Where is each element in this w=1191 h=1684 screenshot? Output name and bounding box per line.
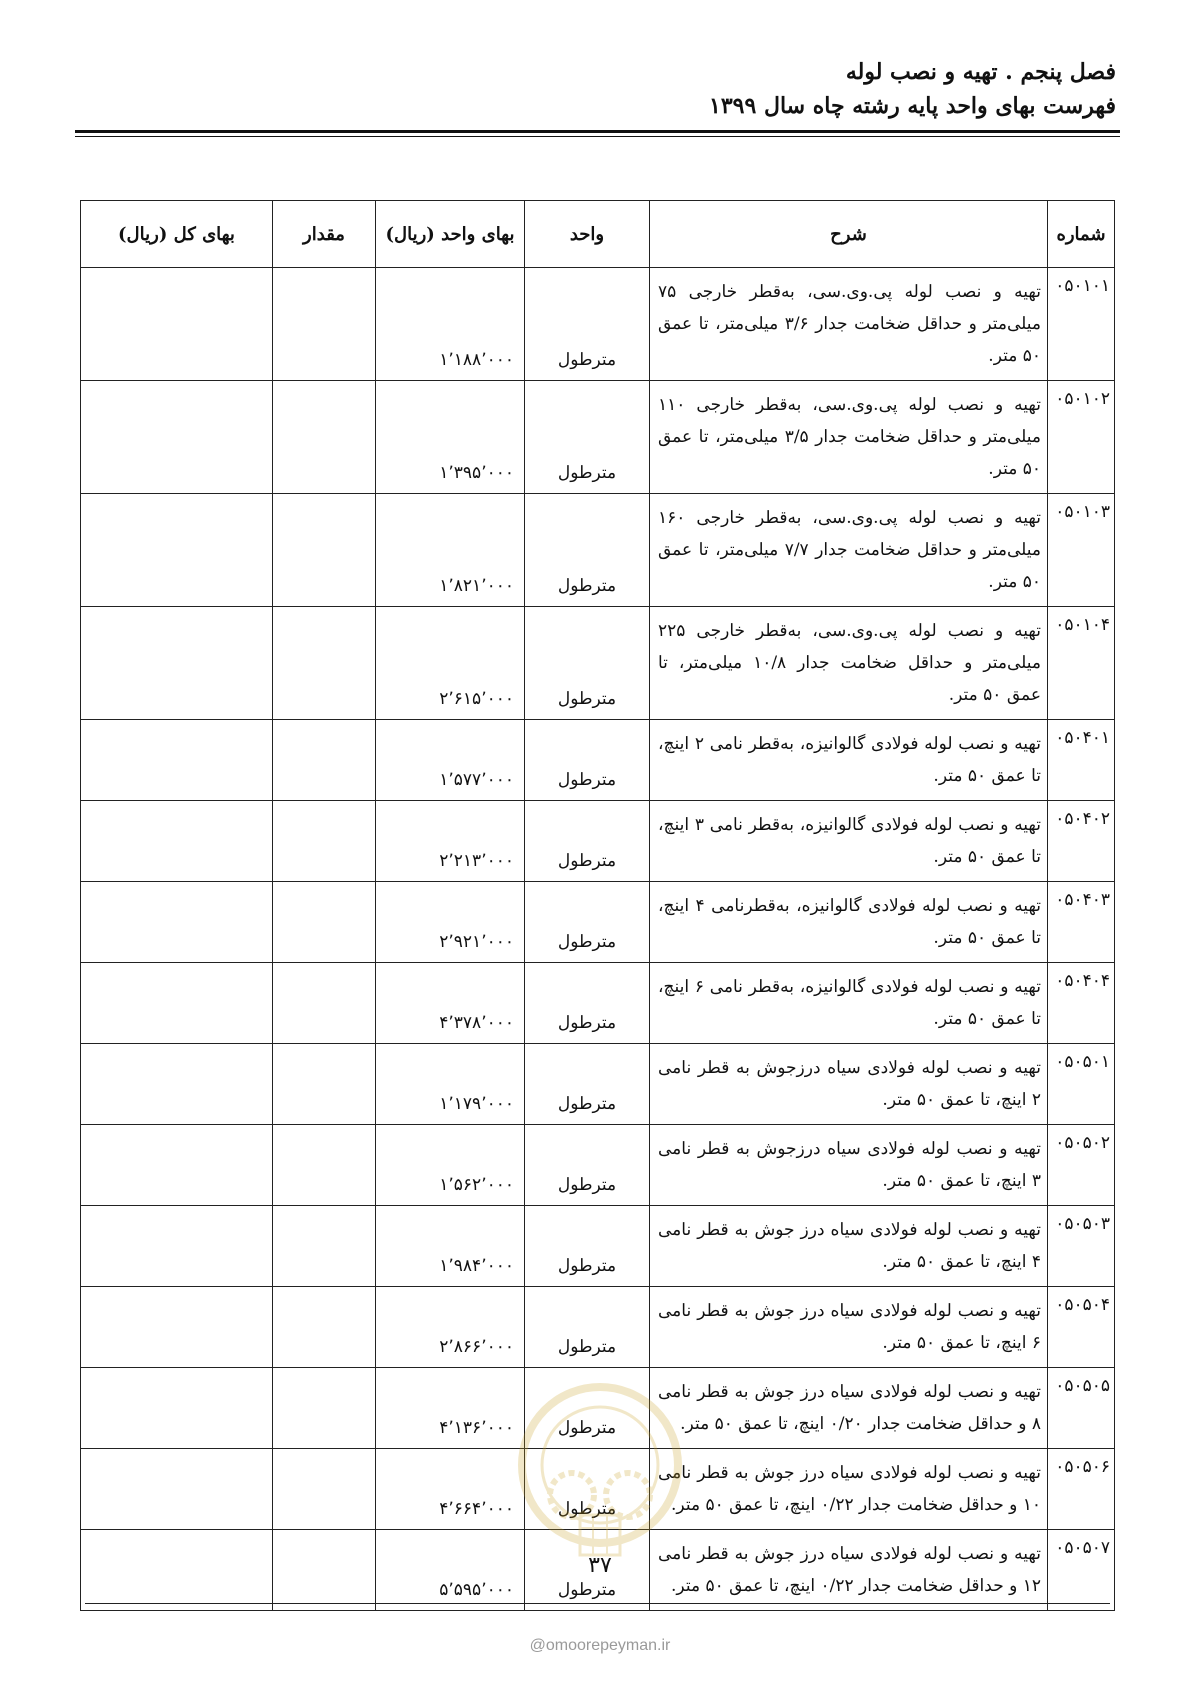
table-row: [81, 494, 1115, 607]
row-description: تهیه و نصب لوله فولادی سیاه درزجوش به قطر نامی ۲ اینچ، تا عمق ۵۰ متر.: [650, 1044, 1048, 1125]
row-unit-price: ۴٬۳۷۸٬۰۰۰: [376, 963, 525, 1044]
table-row: [81, 963, 1115, 1044]
row-description: تهیه و نصب لوله فولادی سیاه درز جوش به قطر نامی ۴ اینچ، تا عمق ۵۰ متر.: [650, 1206, 1048, 1287]
row-code: ۰۵۰۴۰۲: [1048, 801, 1115, 882]
row-description: تهیه و نصب لوله فولادی سیاه درز جوش به قطر نامی ۸ و حداقل ضخامت جدار ۰/۲۰ اینچ، تا عمق ۵۰ متر.: [650, 1368, 1048, 1449]
row-unit: مترطول: [525, 607, 650, 720]
row-total: [81, 1530, 273, 1611]
col-header-unit-price: بهای واحد (ریال): [376, 201, 525, 268]
row-total: [81, 963, 273, 1044]
row-unit: مترطول: [525, 381, 650, 494]
row-code: ۰۵۰۴۰۴: [1048, 963, 1115, 1044]
row-quantity: [273, 720, 376, 801]
row-code: ۰۵۰۵۰۳: [1048, 1206, 1115, 1287]
row-unit: مترطول: [525, 1125, 650, 1206]
row-unit: مترطول: [525, 720, 650, 801]
row-total: [81, 720, 273, 801]
row-unit: مترطول: [525, 1206, 650, 1287]
row-total: [81, 381, 273, 494]
row-description: تهیه و نصب لوله فولادی گالوانیزه، به‌قطر نامی ۶ اینچ، تا عمق ۵۰ متر.: [650, 963, 1048, 1044]
page-header: [71, 55, 1116, 123]
row-quantity: [273, 1206, 376, 1287]
row-description: تهیه و نصب لوله پی.وی.سی، به‌قطر خارجی ۱۱۰ میلی‌متر و حداقل ضخامت جدار ۳/۵ میلی‌متر، تا عمق ۵۰ متر.: [650, 381, 1048, 494]
row-total: [81, 1368, 273, 1449]
table-row: [81, 801, 1115, 882]
table-row: [81, 882, 1115, 963]
row-code: ۰۵۰۵۰۷: [1048, 1530, 1115, 1611]
row-unit-price: ۴٬۶۶۴٬۰۰۰: [376, 1449, 525, 1530]
col-header-code: شماره: [1048, 201, 1115, 268]
row-total: [81, 268, 273, 381]
table-row: [81, 1287, 1115, 1368]
row-description: تهیه و نصب لوله فولادی سیاه درز جوش به قطر نامی ۱۰ و حداقل ضخامت جدار ۰/۲۲ اینچ، تا عمق ۵۰ متر.: [650, 1449, 1048, 1530]
row-unit-price: ۱٬۸۲۱٬۰۰۰: [376, 494, 525, 607]
row-unit-price: ۲٬۹۲۱٬۰۰۰: [376, 882, 525, 963]
col-header-unit: واحد: [525, 201, 650, 268]
row-description: تهیه و نصب لوله فولادی گالوانیزه، به‌قطر نامی ۳ اینچ، تا عمق ۵۰ متر.: [650, 801, 1048, 882]
row-description: تهیه و نصب لوله پی.وی.سی، به‌قطر خارجی ۲۲۵ میلی‌متر و حداقل ضخامت جدار ۱۰/۸ میلی‌متر، تا عمق ۵۰ متر.: [650, 607, 1048, 720]
row-unit-price: ۲٬۲۱۳٬۰۰۰: [376, 801, 525, 882]
row-total: [81, 1449, 273, 1530]
publisher-seal-watermark: [510, 1375, 690, 1575]
row-code: ۰۵۰۱۰۴: [1048, 607, 1115, 720]
row-code: ۰۵۰۱۰۳: [1048, 494, 1115, 607]
row-unit: مترطول: [525, 1368, 650, 1449]
row-code: ۰۵۰۴۰۳: [1048, 882, 1115, 963]
row-code: ۰۵۰۵۰۶: [1048, 1449, 1115, 1530]
row-total: [81, 494, 273, 607]
row-unit-price: ۲٬۸۶۶٬۰۰۰: [376, 1287, 525, 1368]
row-quantity: [273, 1044, 376, 1125]
row-quantity: [273, 1287, 376, 1368]
row-quantity: [273, 801, 376, 882]
table-row: [81, 1125, 1115, 1206]
header-divider-thin: [75, 136, 1120, 137]
row-unit-price: ۵٬۵۹۵٬۰۰۰: [376, 1530, 525, 1611]
row-description: تهیه و نصب لوله فولادی سیاه درز جوش به قطر نامی ۶ اینچ، تا عمق ۵۰ متر.: [650, 1287, 1048, 1368]
row-description: تهیه و نصب لوله فولادی سیاه درز جوش به قطر نامی ۱۲ و حداقل ضخامت جدار ۰/۲۲ اینچ، تا عمق ۵۰ متر.: [650, 1530, 1048, 1611]
row-code: ۰۵۰۴۰۱: [1048, 720, 1115, 801]
row-unit: مترطول: [525, 1530, 650, 1611]
table-row: [81, 607, 1115, 720]
row-unit-price: ۴٬۱۳۶٬۰۰۰: [376, 1368, 525, 1449]
row-quantity: [273, 494, 376, 607]
row-quantity: [273, 607, 376, 720]
row-unit-price: ۱٬۵۷۷٬۰۰۰: [376, 720, 525, 801]
row-code: ۰۵۰۱۰۲: [1048, 381, 1115, 494]
row-total: [81, 1125, 273, 1206]
row-unit: مترطول: [525, 882, 650, 963]
row-code: ۰۵۰۵۰۱: [1048, 1044, 1115, 1125]
row-total: [81, 882, 273, 963]
row-quantity: [273, 381, 376, 494]
row-unit: مترطول: [525, 963, 650, 1044]
footer-divider: [85, 1603, 1110, 1604]
table-row: [81, 1044, 1115, 1125]
row-code: ۰۵۰۱۰۱: [1048, 268, 1115, 381]
row-unit-price: ۱٬۵۶۲٬۰۰۰: [376, 1125, 525, 1206]
row-description: تهیه و نصب لوله فولادی گالوانیزه، به‌قطرنامی ۴ اینچ، تا عمق ۵۰ متر.: [650, 882, 1048, 963]
header-divider-thick: [75, 130, 1120, 133]
table-header-row: [81, 201, 1115, 268]
row-unit-price: ۱٬۱۷۹٬۰۰۰: [376, 1044, 525, 1125]
row-unit: مترطول: [525, 1287, 650, 1368]
row-total: [81, 801, 273, 882]
website-watermark: @omoorepeyman.ir: [529, 1637, 671, 1654]
row-description: تهیه و نصب لوله فولادی سیاه درزجوش به قطر نامی ۳ اینچ، تا عمق ۵۰ متر.: [650, 1125, 1048, 1206]
col-header-total: بهای کل (ریال): [81, 201, 273, 268]
table-row: [81, 381, 1115, 494]
row-quantity: [273, 963, 376, 1044]
page-number: ۳۷: [588, 1553, 612, 1578]
table-row: [81, 720, 1115, 801]
list-title: فهرست بهای واحد پایه رشته چاه سال ۱۳۹۹: [709, 93, 1116, 119]
row-total: [81, 1206, 273, 1287]
row-unit: مترطول: [525, 494, 650, 607]
col-header-quantity: مقدار: [273, 201, 376, 268]
row-total: [81, 607, 273, 720]
row-quantity: [273, 1530, 376, 1611]
row-unit: مترطول: [525, 1044, 650, 1125]
row-description: تهیه و نصب لوله پی.وی.سی، به‌قطر خارجی ۷۵ میلی‌متر و حداقل ضخامت جدار ۳/۶ میلی‌متر، تا عمق ۵۰ متر.: [650, 268, 1048, 381]
row-unit-price: ۱٬۱۸۸٬۰۰۰: [376, 268, 525, 381]
col-header-description: شرح: [650, 201, 1048, 268]
row-unit: مترطول: [525, 268, 650, 381]
table-row: [81, 268, 1115, 381]
row-code: ۰۵۰۵۰۴: [1048, 1287, 1115, 1368]
row-description: تهیه و نصب لوله پی.وی.سی، به‌قطر خارجی ۱۶۰ میلی‌متر و حداقل ضخامت جدار ۷/۷ میلی‌متر، تا عمق ۵۰ متر.: [650, 494, 1048, 607]
row-total: [81, 1287, 273, 1368]
row-code: ۰۵۰۵۰۵: [1048, 1368, 1115, 1449]
row-quantity: [273, 882, 376, 963]
row-quantity: [273, 1368, 376, 1449]
row-unit: مترطول: [525, 1449, 650, 1530]
row-quantity: [273, 268, 376, 381]
row-unit-price: ۱٬۳۹۵٬۰۰۰: [376, 381, 525, 494]
row-code: ۰۵۰۵۰۲: [1048, 1125, 1115, 1206]
row-quantity: [273, 1449, 376, 1530]
row-unit-price: ۲٬۶۱۵٬۰۰۰: [376, 607, 525, 720]
row-unit-price: ۱٬۹۸۴٬۰۰۰: [376, 1206, 525, 1287]
row-total: [81, 1044, 273, 1125]
row-quantity: [273, 1125, 376, 1206]
chapter-title: فصل پنجم . تهیه و نصب لوله: [845, 59, 1116, 85]
row-unit: مترطول: [525, 801, 650, 882]
table-row: [81, 1206, 1115, 1287]
row-description: تهیه و نصب لوله فولادی گالوانیزه، به‌قطر نامی ۲ اینچ، تا عمق ۵۰ متر.: [650, 720, 1048, 801]
